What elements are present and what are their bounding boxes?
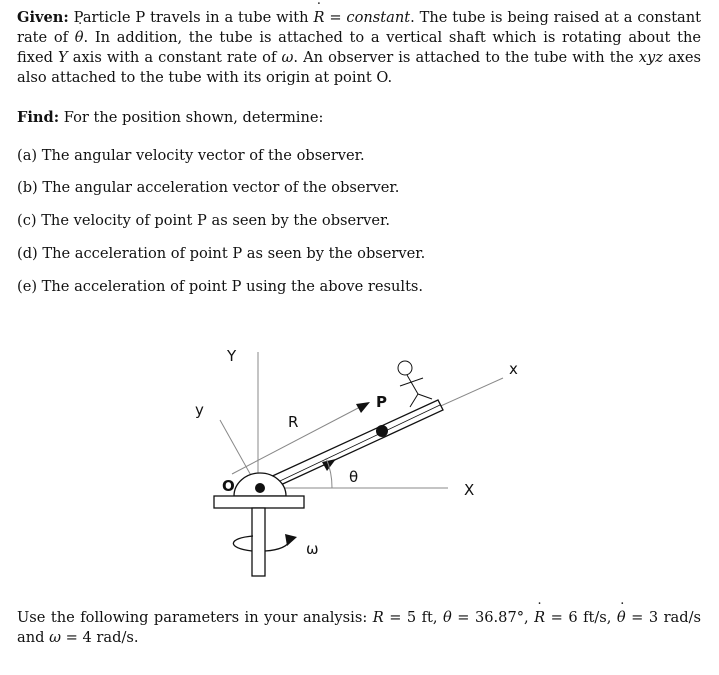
pivot-O [255,483,265,493]
label-P: P [376,393,387,411]
label-Y: Y [227,347,237,365]
vertical-shaft [252,508,265,576]
label-X: X [464,481,475,499]
observer-figure [398,361,432,407]
list-item: (a) The angular velocity vector of the observer. [17,147,365,164]
thetadot-symbol: ˙ θ [75,28,84,48]
list-item: (d) The acceleration of point P as seen by the observer. [17,245,426,262]
omega-arrowhead [285,534,297,546]
label-theta: θ [349,468,359,486]
base-plate [214,496,304,508]
list-item: (c) The velocity of point P as seen by the observer. [17,212,391,229]
particle-P [376,425,388,437]
label-y: y [195,401,204,419]
R-arrowhead [356,402,370,413]
list-item: (e) The acceleration of point P using the above results. [17,278,424,295]
label-omega: ω [306,540,319,558]
label-R: R [288,413,299,431]
find-statement: Find: For the position shown, determine: [17,109,324,126]
find-label: Find: [17,109,60,126]
label-O: O [222,477,235,495]
given-label: Given: [17,9,69,26]
parameters-statement: Use the following parameters in your analysis: R = 5 ft, θ = 36.87°, ˙ R = 6 ft/s, ˙ θ = 3 rad/s and ω = 4 rad/s. [17,608,701,648]
rdot-symbol: ˙ R [313,8,324,28]
list-item: (b) The angular acceleration vector of the observer. [17,179,400,196]
constant-term: constant [346,9,411,26]
label-x: x [509,360,518,378]
given-statement: Given: Particle P travels in a tube with ˙ R = constant. The tube is being raised at a constant rate of ˙ θ. In addition, the tube is attached to a vertical shaft which is rotating about the fixed Y axis with a constant rate of ω. An observer is attached to the tube with the xyz axes also attached to the tube with its origin at point O. [17,8,701,88]
